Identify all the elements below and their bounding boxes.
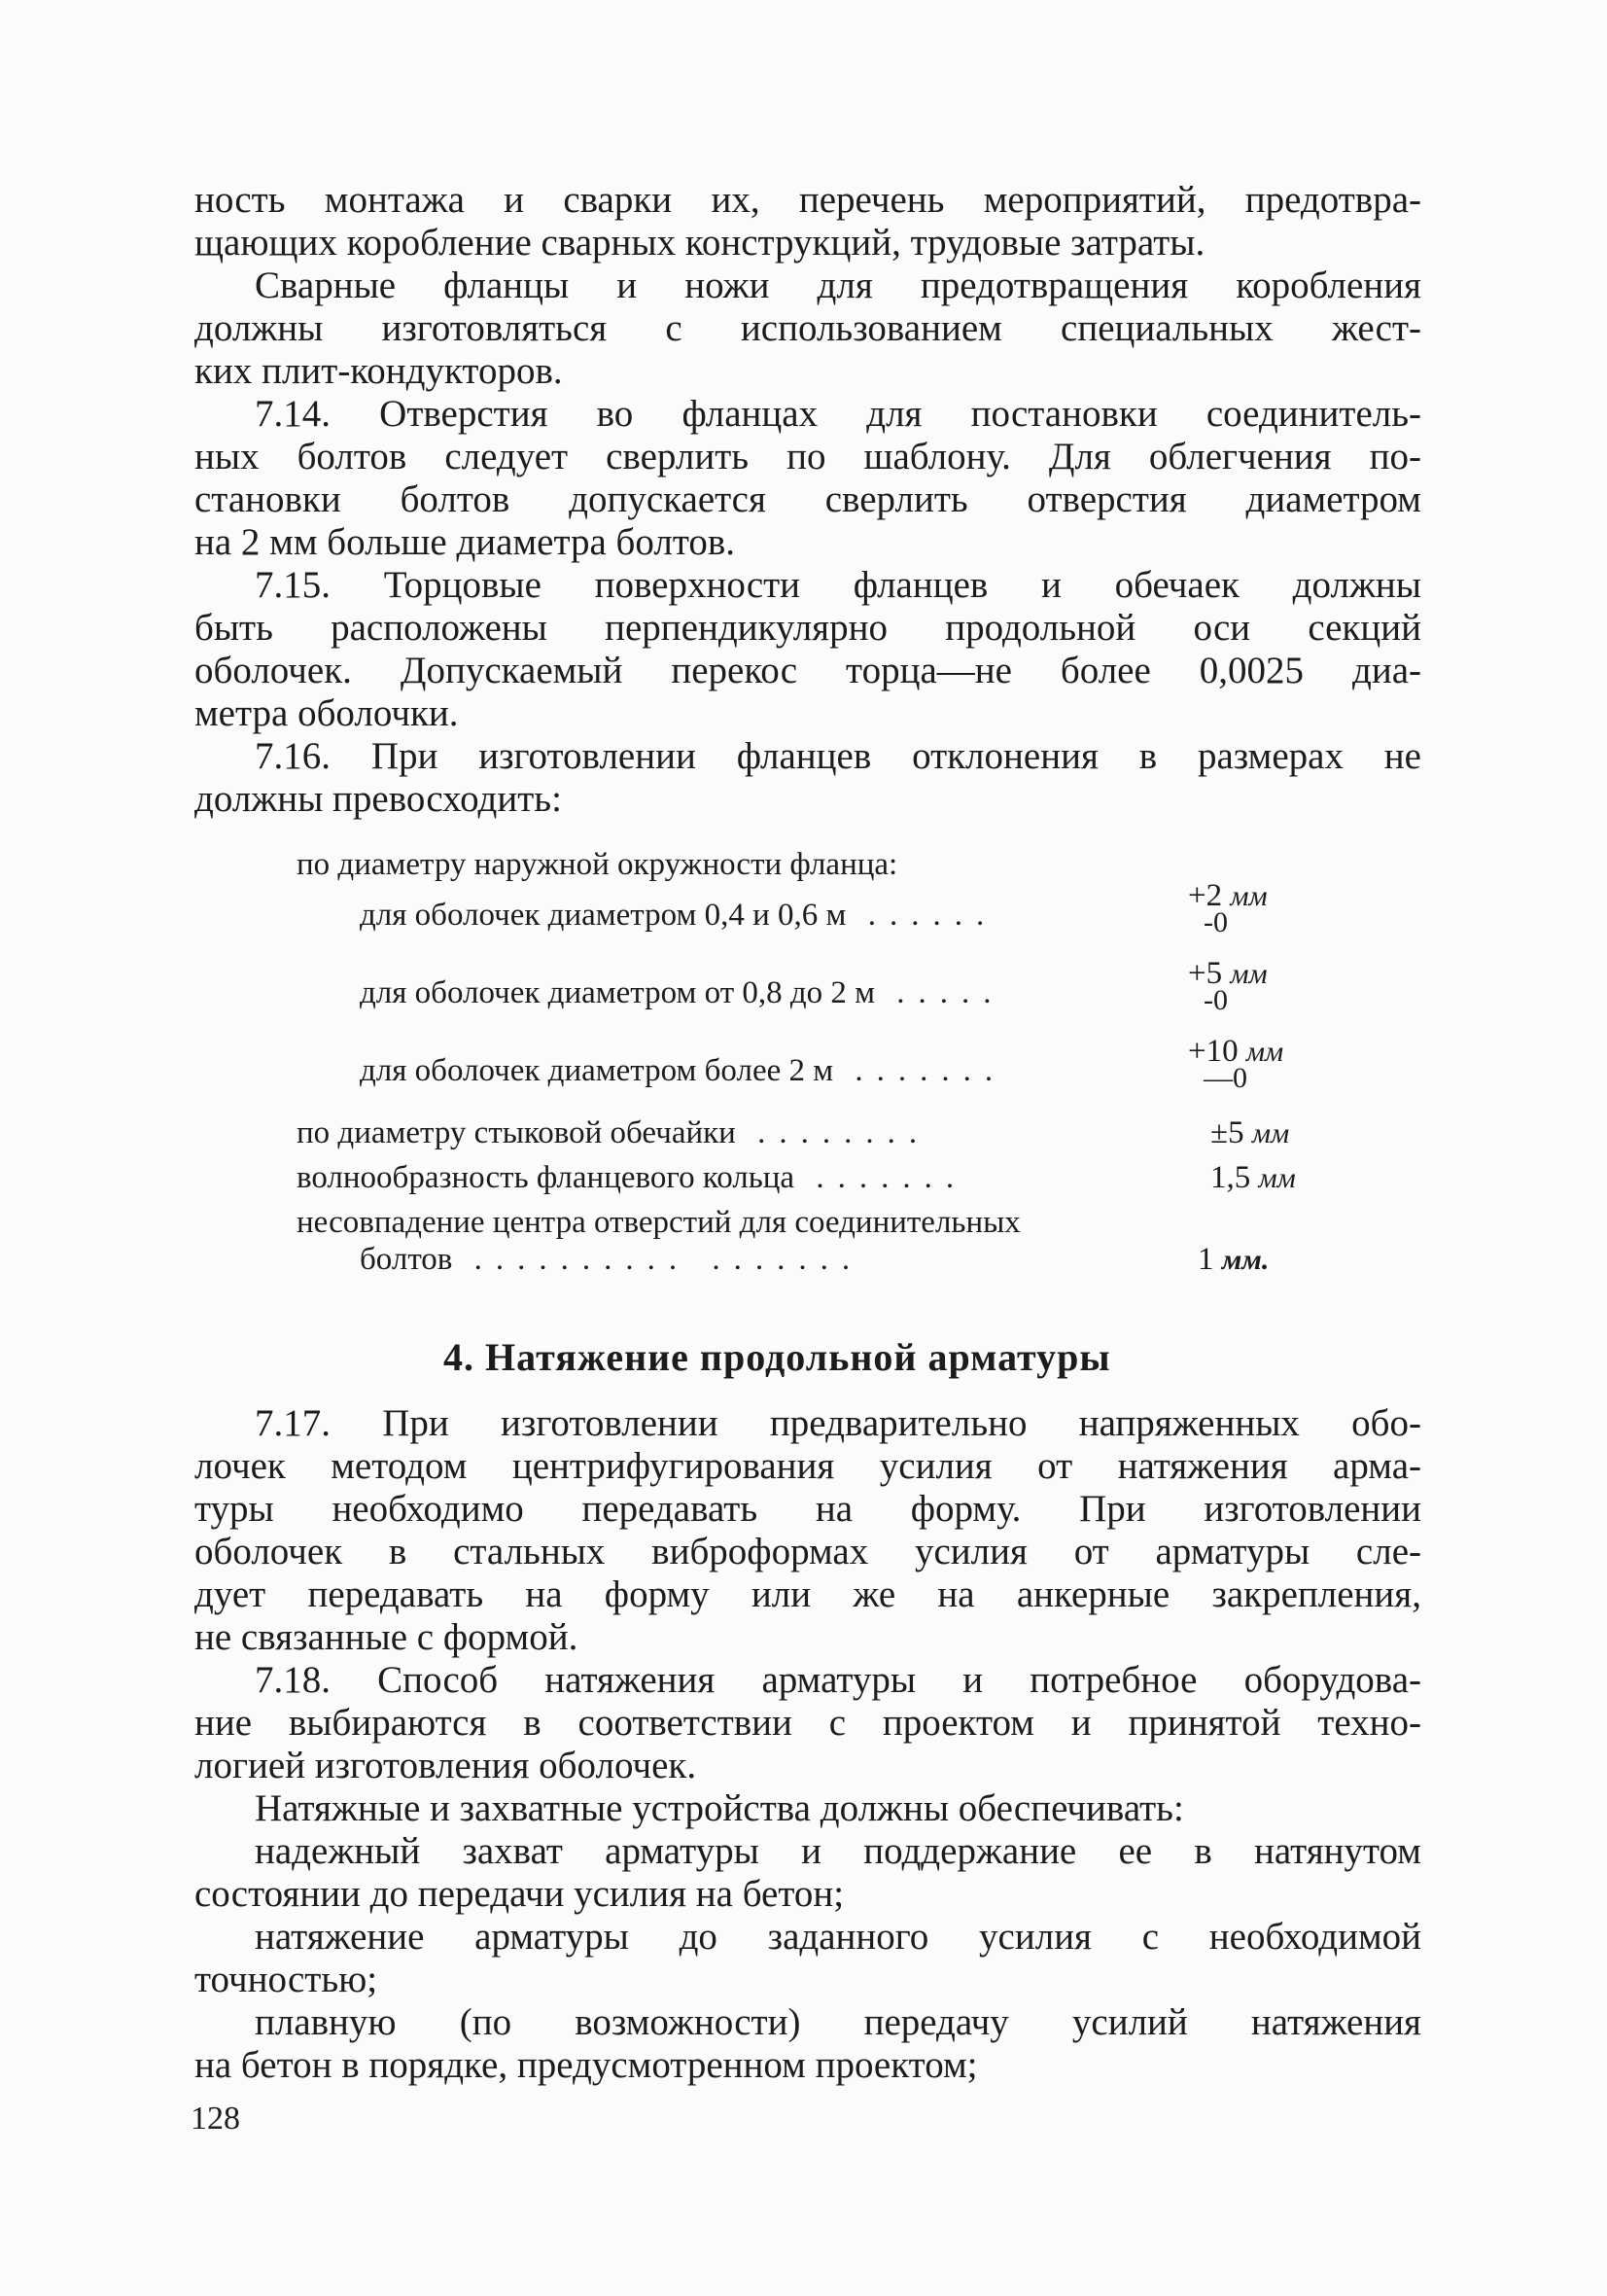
- tolerance-1: [1188, 878, 1268, 938]
- spec-label: несовпадение центра отверстий для соединительных: [297, 1205, 1021, 1240]
- tol-unit: мм: [1245, 1036, 1284, 1068]
- text-line: 7.18. Способ натяжения арматуры и потребное оборудова-: [255, 1659, 1421, 1701]
- spec-label: для оболочек диаметром от 0,8 до 2 м: [360, 975, 876, 1010]
- page-number: 128: [191, 2101, 240, 2137]
- spec-row-6: [297, 1204, 1021, 1241]
- text-line: ных болтов следует сверлить по шаблону. Для облегчения по-: [194, 436, 1421, 477]
- spec-row-3: [360, 1052, 1006, 1089]
- text-line: быть расположены перпендикулярно продольной оси секций: [194, 607, 1421, 649]
- leader-dots: .......: [794, 1160, 968, 1195]
- text-line: не связанные с формой.: [194, 1616, 578, 1658]
- text-line: состоянии до передачи усилия на бетон;: [194, 1873, 845, 1915]
- leader-dots: .......... .......: [452, 1242, 864, 1277]
- text-line: 7.17. При изготовлении предварительно напряженных обо-: [255, 1402, 1421, 1444]
- text-line: должны изготовляться с использованием специальных жест-: [194, 307, 1421, 349]
- leader-dots: ........: [735, 1115, 931, 1150]
- text-line: надежный захват арматуры и поддержание ее в натянутом: [255, 1830, 1421, 1872]
- spec-label: по диаметру стыковой обечайки: [297, 1115, 736, 1150]
- value: 1: [1198, 1242, 1214, 1277]
- value: ±5: [1210, 1115, 1244, 1150]
- text-line: ние выбираются в соответствии с проектом и принятой техно-: [194, 1702, 1421, 1744]
- text-line: становки болтов допускается сверлить отверстия диаметром: [194, 478, 1421, 520]
- text-line: ность монтажа и сварки их, перечень мероприятий, предотвра-: [194, 179, 1421, 221]
- paragraph: [194, 1787, 1421, 1830]
- leader-dots: ......: [846, 898, 998, 933]
- spec-label: для оболочек диаметром 0,4 и 0,6 м: [360, 898, 847, 933]
- leader-dots: .......: [833, 1053, 1007, 1088]
- text-line: ких плит-кондукторов.: [194, 350, 563, 392]
- spec-row-6b: [360, 1241, 863, 1278]
- spec-value-4: [1210, 1114, 1289, 1152]
- unit: мм: [1251, 1117, 1290, 1149]
- tol-unit: мм: [1230, 880, 1268, 912]
- spec-row-1: [360, 897, 997, 934]
- tol-lower: -0: [1204, 906, 1228, 938]
- spec-label: болтов: [360, 1242, 453, 1277]
- spec-label: для оболочек диаметром более 2 м: [360, 1053, 834, 1088]
- text-line: метра оболочки.: [194, 692, 459, 734]
- text-line: лочек методом центрифугирования усилия от натяжения арма-: [194, 1445, 1421, 1487]
- tol-lower: -0: [1204, 984, 1228, 1016]
- unit: мм.: [1221, 1244, 1270, 1276]
- spec-row-2: [360, 974, 1005, 1011]
- paragraph-7-18: [194, 1659, 1421, 1787]
- spec-header: по диаметру наружной окружности фланца:: [297, 847, 898, 882]
- tol-upper: +5: [1188, 956, 1223, 991]
- text-line: оболочек в стальных виброформах усилия от арматуры сле-: [194, 1531, 1421, 1572]
- paragraph-7-14: [194, 393, 1421, 564]
- paragraph-7-17: [194, 1402, 1421, 1659]
- text-line: логией изготовления оболочек.: [194, 1745, 697, 1786]
- text-line: плавную (по возможности) передачу усилий натяжения: [255, 2001, 1421, 2043]
- list-item: [194, 1916, 1421, 2001]
- text-line: 7.14. Отверстия во фланцах для постановки соединитель-: [255, 393, 1421, 435]
- tol-upper: +10: [1188, 1034, 1239, 1069]
- tol-lower: —0: [1204, 1062, 1247, 1094]
- section-heading: 4. Натяжение продольной арматуры: [443, 1335, 1111, 1379]
- text-line: натяжение арматуры до заданного усилия с необходимой: [255, 1916, 1421, 1958]
- spec-label: волнообразность фланцевого кольца: [297, 1160, 795, 1195]
- text-line: дует передавать на форму или же на анкерные закрепления,: [194, 1573, 1421, 1615]
- spec-value-6: [1198, 1241, 1269, 1279]
- tolerance-3: [1188, 1034, 1284, 1094]
- text-line: туры необходимо передавать на форму. При изготовлении: [194, 1488, 1421, 1530]
- paragraph-7-15: [194, 564, 1421, 735]
- text-line: должны превосходить:: [194, 778, 562, 820]
- text-line: оболочек. Допускаемый перекос торца—не более 0,0025 диа-: [194, 650, 1421, 691]
- text-line: Сварные фланцы и ножи для предотвращения коробления: [255, 265, 1421, 306]
- paragraph-continued: [194, 179, 1421, 265]
- list-item: [194, 1830, 1421, 1916]
- unit: мм: [1258, 1162, 1296, 1194]
- text-line: на 2 мм больше диаметра болтов.: [194, 521, 736, 563]
- text-line: на бетон в порядке, предусмотренном проектом;: [194, 2044, 978, 2086]
- spec-row-4: [297, 1114, 930, 1151]
- text-line: точностью;: [194, 1959, 378, 2000]
- text-line: щающих коробление сварных конструкций, трудовые затраты.: [194, 222, 1205, 264]
- spec-value-5: [1210, 1159, 1296, 1197]
- text-line: Натяжные и захватные устройства должны обеспечивать:: [255, 1787, 1184, 1829]
- spec-row-5: [297, 1159, 967, 1196]
- list-item: [194, 2001, 1421, 2087]
- paragraph: [194, 265, 1421, 393]
- paragraph-7-16: [194, 735, 1421, 821]
- tol-unit: мм: [1230, 958, 1268, 990]
- text-line: 7.15. Торцовые поверхности фланцев и обечаек должны: [255, 564, 1421, 606]
- leader-dots: .....: [875, 975, 1005, 1010]
- value: 1,5: [1210, 1160, 1251, 1195]
- tol-upper: +2: [1188, 878, 1223, 913]
- text-line: 7.16. При изготовлении фланцев отклонения в размерах не: [255, 735, 1421, 777]
- tolerance-2: [1188, 956, 1268, 1016]
